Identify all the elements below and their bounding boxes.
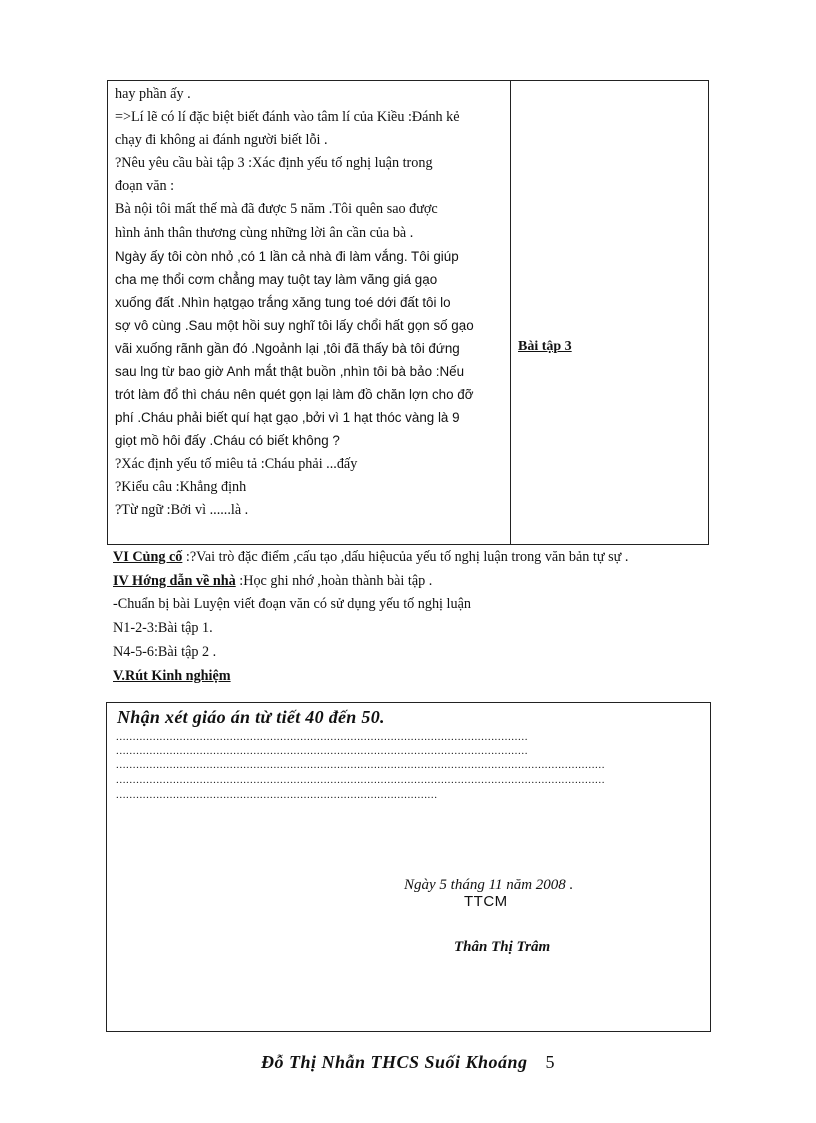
table-line: sợ vô cùng .Sau một hồi suy nghĩ tôi lấy chổi hất gọn số gạo <box>115 317 474 333</box>
table-line: giọt mồ hôi đấy .Cháu có biết không ? <box>115 433 340 449</box>
group-2-line: N4-5-6:Bài tập 2 . <box>113 643 217 660</box>
page-number: 5 <box>545 1052 556 1072</box>
table-line: Ngày ấy tôi còn nhỏ ,có 1 lần cả nhà đi làm vắng. Tôi giúp <box>115 248 459 264</box>
table-line: xuống đất .Nhìn hạtgạo trắng xăng tung toé dới đất tôi lo <box>115 294 451 310</box>
table-left-column <box>108 81 511 544</box>
table-line: trót làm đổ thì cháu nên quét gọn lại làm đồ chăn lợn cho đỡ <box>115 387 474 403</box>
date-line: Ngày 5 tháng 11 năm 2008 . <box>404 877 574 893</box>
group-1-line: N1-2-3:Bài tập 1. <box>113 620 213 637</box>
table-line: ?Nêu yêu cầu bài tập 3 :Xác định yếu tố nghị luận trong <box>115 155 433 172</box>
dotted-line: .................................................................................................................................................. <box>116 774 606 786</box>
dotted-line: ................................................................................................ <box>116 789 438 801</box>
homework-text: :Học ghi nhớ ,hoàn thành bài tập . <box>235 572 433 589</box>
table-line: hay phần ấy . <box>115 86 191 102</box>
homework-heading: IV Hớng dẫn về nhà <box>113 572 236 589</box>
table-line: ?Kiểu câu :Khẳng định <box>115 478 247 495</box>
evaluation-title: Nhận xét giáo án từ tiết 40 đến 50. <box>117 707 385 727</box>
dotted-line: ........................................................................................................................... <box>116 745 529 757</box>
table-line: chạy đi không ai đánh người biết lỗi . <box>115 132 328 149</box>
table-line: phí .Cháu phải biết quí hạt gạo ,bởi vì 1 hạt thóc vàng là 9 <box>115 410 460 426</box>
after-table-section <box>113 546 713 688</box>
dotted-line: .................................................................................................................................................. <box>116 759 606 771</box>
table-line: cha mẹ thổi cơm chẳng may tuột tay làm vãng giá gạo <box>115 271 438 287</box>
table-line: sau lng từ bao giờ Anh mắt thật buồn ,nhìn tôi bà bảo :Nếu <box>115 364 465 380</box>
exercise-label: Bài tập 3 <box>518 339 572 354</box>
table-line: đoạn văn : <box>115 178 175 195</box>
signature-name: Thân Thị Trâm <box>454 939 551 955</box>
experience-heading: V.Rút Kinh nghiệm <box>113 667 231 684</box>
homework-line <box>113 570 713 594</box>
table-line: ?Xác định yếu tố miêu tả :Cháu phải ...đấy <box>115 455 358 472</box>
evaluation-box <box>106 702 711 1032</box>
table-line: hình ảnh thân thương cùng những lời ân cần của bà . <box>115 224 414 241</box>
prepare-line: -Chuẩn bị bài Luyện viết đoạn văn có sử dụng yếu tố nghị luận <box>113 596 471 613</box>
dotted-line: ........................................................................................................................... <box>116 731 529 743</box>
page-footer <box>0 1052 816 1073</box>
lesson-table <box>107 80 709 545</box>
ttcm-label: TTCM <box>464 893 508 910</box>
consolidation-line <box>113 546 713 570</box>
footer-author: Đỗ Thị Nhẫn THCS Suối Khoáng <box>260 1052 528 1072</box>
consolidation-heading: VI Củng cố <box>113 549 183 565</box>
table-line: vãi xuống rãnh gần đó .Ngoảnh lại ,tôi đã thấy bà tôi đứng <box>115 341 460 357</box>
experience-line <box>113 665 713 689</box>
consolidation-text: :?Vai trò đặc điểm ,cấu tạo ,dấu hiệucủa yếu tố nghị luận trong văn bản tự sự . <box>182 549 629 565</box>
table-line: Bà nội tôi mất thế mà đã được 5 năm .Tôi quên sao được <box>115 201 438 218</box>
table-line: =>Lí lẽ có lí đặc biệt biết đánh vào tâm lí của Kiều :Đánh kẻ <box>115 109 460 126</box>
table-right-column <box>511 81 708 544</box>
table-line: ?Từ ngữ :Bởi vì ......là . <box>115 501 249 518</box>
